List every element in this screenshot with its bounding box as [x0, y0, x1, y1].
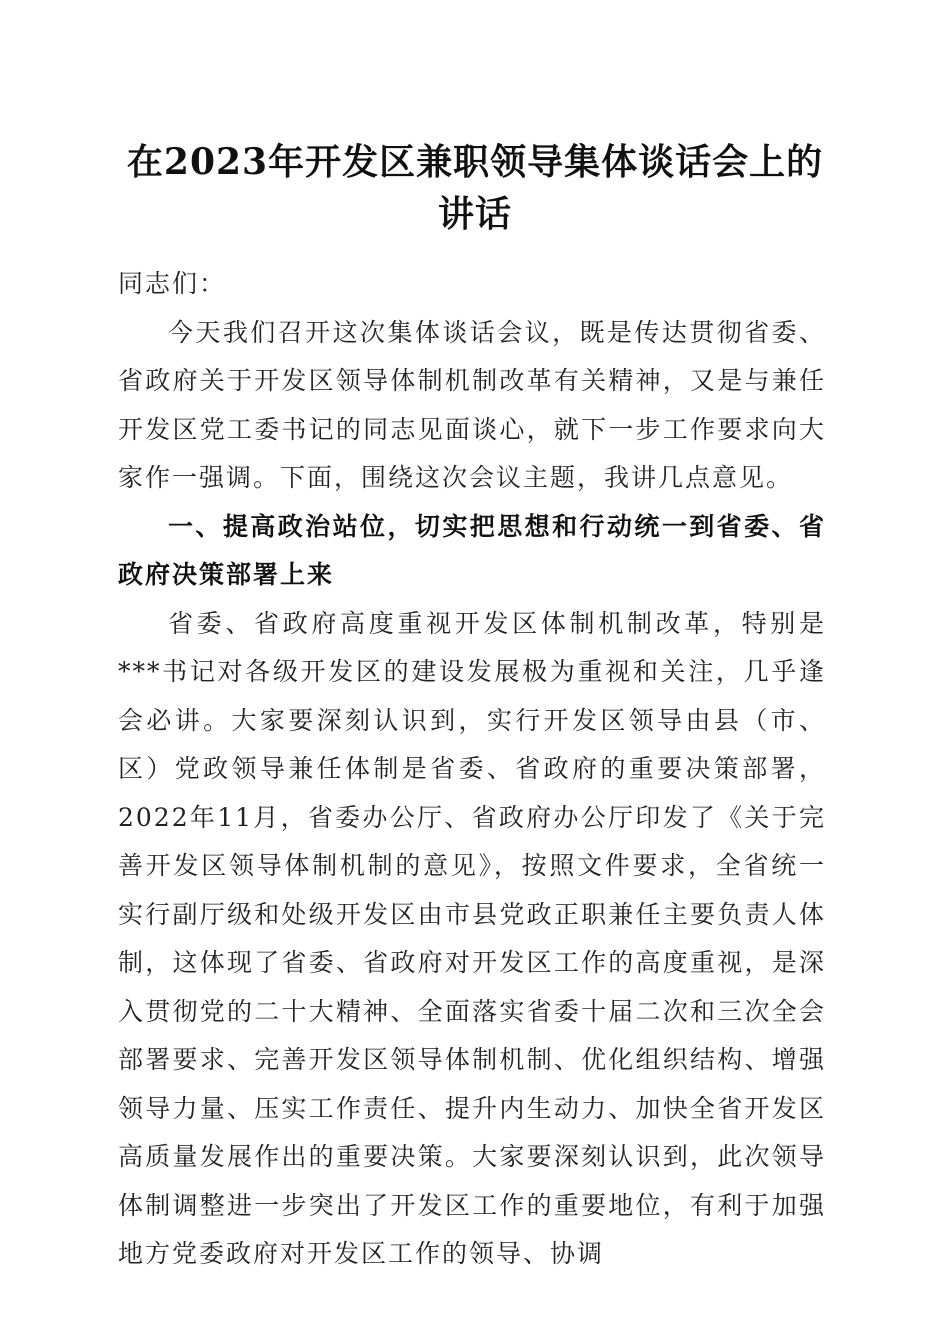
section-heading-1: 一、提高政治站位，切实把思想和行动统一到省委、省政府决策部署上来 — [118, 511, 826, 589]
document-body — [118, 260, 826, 1279]
section-1-paragraph: 省委、省政府高度重视开发区体制机制改革，特别是***书记对各级开发区的建设发展极为重视和关注，几乎逢会必讲。大家要深刻认识到，实行开发区领导由县（市、区）党政领导兼任体制是省委、省政府的重要决策部署，2022年11月，省委办公厅、省政府办公厅印发了《关于完善开发区领导体制机制的意见》，按照文件要求，全省统一实行副厅级和处级开发区由市县党政正职兼任主要负责人体制，这体现了省委、省政府对开发区工作的高度重视，是深入贯彻党的二十大精神、全面落实省委十届二次和三次全会部署要求、完善开发区领导体制机制、优化组织结构、增强领导力量、压实工作责任、提升内生动力、加快全省开发区高质量发展作出的重要决策。大家要深刻认识到，此次领导体制调整进一步突出了开发区工作的重要地位，有利于加强地方党委政府对开发区工作的领导、协调 — [118, 608, 826, 1268]
document-title: 在2023年开发区兼职领导集体谈话会上的讲话 — [126, 141, 824, 235]
salutation: 同志们： — [118, 269, 227, 298]
intro-paragraph: 今天我们召开这次集体谈话会议，既是传达贯彻省委、省政府关于开发区领导体制机制改革有关精神，又是与兼任开发区党工委书记的同志见面谈心，就下一步工作要求向大家作一强调。下面，围绕这次会议主题，我讲几点意见。 — [118, 317, 826, 492]
